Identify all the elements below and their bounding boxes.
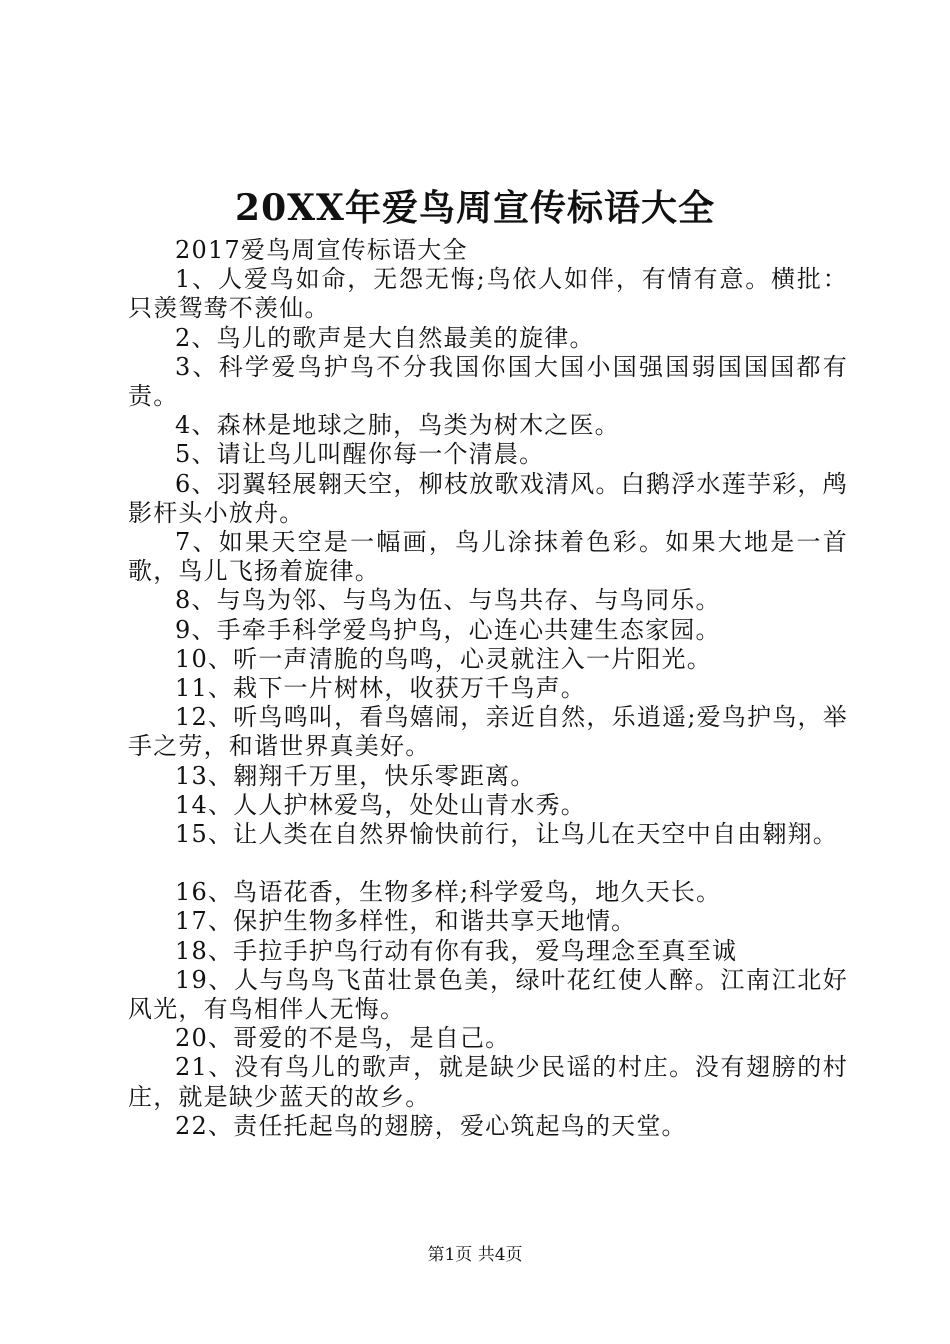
slogan-item: 13、翱翔千万里，快乐零距离。 bbox=[175, 761, 536, 790]
slogan-item: 18、手拉手护鸟行动有你有我，爱鸟理念至真至诚 bbox=[175, 936, 738, 965]
slogan-item: 14、人人护林爱鸟，处处山青水秀。 bbox=[175, 790, 586, 819]
page-footer: 第1页 共4页 bbox=[427, 1245, 523, 1265]
slogan-item: 4、森林是地球之肺，鸟类为树木之医。 bbox=[175, 411, 620, 440]
document-body bbox=[128, 236, 848, 1141]
slogan-item: 11、栽下一片树林，收获万千鸟声。 bbox=[175, 674, 586, 703]
slogan-item: 1、人爱鸟如命，无怨无悔;鸟依人如伴，有情有意。横批：只羡鸳鸯不羡仙。 bbox=[128, 265, 848, 323]
slogan-item: 22、责任托起鸟的翅膀，爱心筑起鸟的天堂。 bbox=[175, 1111, 687, 1140]
page-title: 20XX年爱鸟周宣传标语大全 bbox=[235, 187, 715, 229]
slogan-item: 21、没有鸟儿的歌声，就是缺少民谣的村庄。没有翅膀的村庄，就是缺少蓝天的故乡。 bbox=[128, 1053, 848, 1111]
slogan-item: 16、鸟语花香，生物多样;科学爱鸟，地久天长。 bbox=[175, 878, 722, 907]
slogan-item: 10、听一声清脆的鸟鸣，心灵就注入一片阳光。 bbox=[175, 644, 712, 673]
slogan-item: 7、如果天空是一幅画，鸟儿涂抹着色彩。如果大地是一首歌，鸟儿飞扬着旋律。 bbox=[128, 528, 848, 586]
slogan-item: 5、请让鸟儿叫醒你每一个清晨。 bbox=[175, 440, 545, 469]
slogan-item: 3、科学爱鸟护鸟不分我国你国大国小国强国弱国国国都有责。 bbox=[128, 352, 848, 411]
slogan-item: 20、哥爱的不是鸟，是自己。 bbox=[175, 1024, 511, 1053]
blank-line bbox=[128, 849, 848, 878]
slogan-item: 9、手牵手科学爱鸟护鸟，心连心共建生态家园。 bbox=[175, 615, 721, 644]
slogan-item: 8、与鸟为邻、与鸟为伍、与鸟共存、与鸟同乐。 bbox=[175, 586, 721, 615]
slogan-item: 15、让人类在自然界愉快前行，让鸟儿在天空中自由翱翔。 bbox=[175, 820, 838, 849]
slogan-item: 17、保护生物多样性，和谐共享天地情。 bbox=[175, 907, 637, 936]
slogan-item: 2、鸟儿的歌声是大自然最美的旋律。 bbox=[175, 323, 595, 352]
slogan-item: 19、人与鸟鸟飞苗壮景色美，绿叶花红使人醉。江南江北好风光，有鸟相伴人无悔。 bbox=[128, 965, 848, 1024]
slogan-item: 6、羽翼轻展翱天空，柳枝放歌戏清风。白鹅浮水莲芋彩，鸬影杆头小放舟。 bbox=[128, 469, 848, 527]
subtitle: 2017爱鸟周宣传标语大全 bbox=[175, 236, 468, 264]
slogan-item: 12、听鸟鸣叫，看鸟嬉闹，亲近自然，乐逍遥;爱鸟护鸟，举手之劳，和谐世界真美好。 bbox=[128, 703, 848, 761]
